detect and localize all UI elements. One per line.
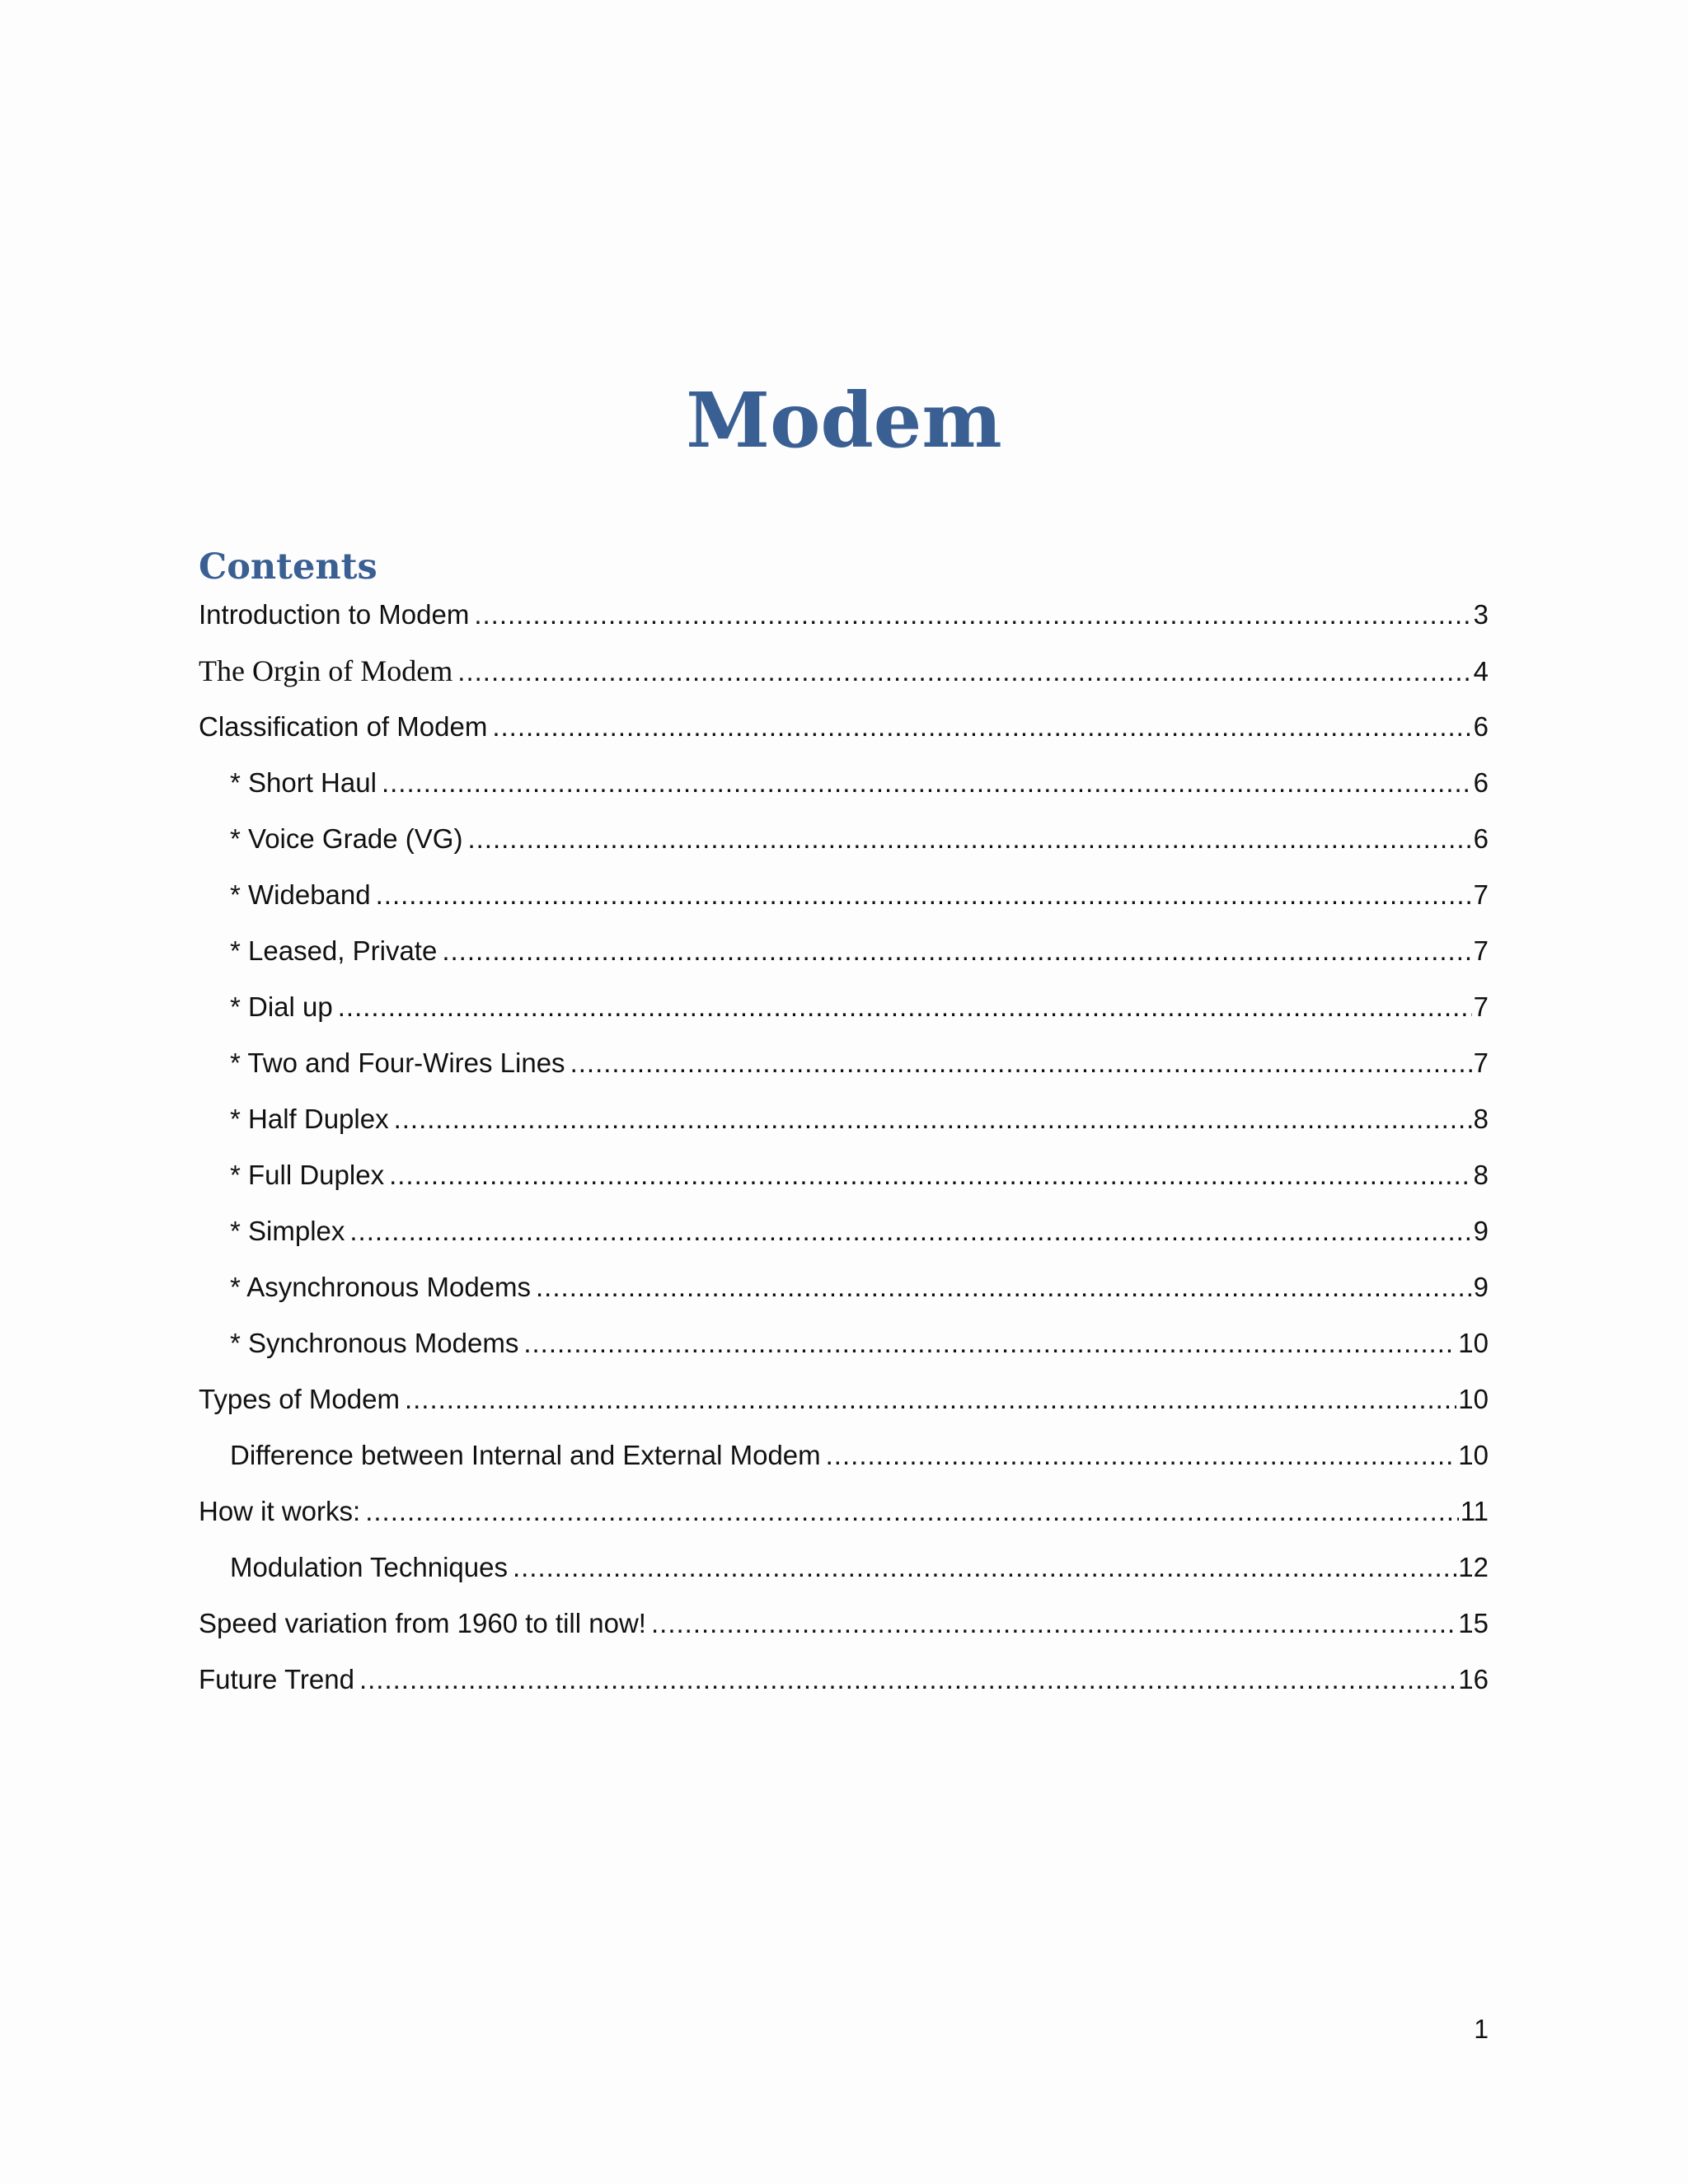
toc-dot-leader — [467, 820, 1471, 858]
toc-entry-label: * Short Haul — [230, 767, 377, 798]
toc-entry-page: 10 — [1458, 1328, 1489, 1358]
toc-entry-classification[interactable] — [199, 708, 1489, 746]
document-title: Modem — [686, 376, 1002, 465]
toc-entry-wideband[interactable] — [230, 876, 1489, 914]
toc-entry-simplex[interactable] — [230, 1212, 1489, 1250]
toc-entry-label: Types of Modem — [199, 1384, 400, 1414]
toc-entry-introduction[interactable] — [199, 596, 1489, 634]
toc-entry-label: * Full Duplex — [230, 1160, 385, 1190]
toc-entry-origin[interactable] — [199, 652, 1489, 690]
toc-dot-leader — [523, 1324, 1456, 1362]
toc-entry-types[interactable] — [199, 1380, 1489, 1418]
toc-entry-label: * Voice Grade (VG) — [230, 823, 463, 854]
toc-entry-page: 3 — [1473, 599, 1489, 630]
toc-entry-page: 11 — [1460, 1496, 1489, 1526]
toc-entry-how-it-works[interactable] — [199, 1493, 1489, 1530]
toc-dot-leader — [457, 653, 1471, 690]
toc-dot-leader — [349, 1212, 1471, 1250]
toc-entry-page: 8 — [1473, 1104, 1489, 1134]
toc-dot-leader — [474, 596, 1471, 634]
toc-entry-half-duplex[interactable] — [230, 1100, 1489, 1138]
toc-entry-voice-grade[interactable] — [230, 820, 1489, 858]
toc-entry-short-haul[interactable] — [230, 764, 1489, 802]
toc-entry-label: Future Trend — [199, 1664, 354, 1694]
toc-entry-label: Modulation Techniques — [230, 1552, 508, 1582]
toc-entry-label: Speed variation from 1960 to till now! — [199, 1608, 646, 1638]
toc-entry-speed-variation[interactable] — [199, 1605, 1489, 1643]
toc-entry-page: 8 — [1473, 1160, 1489, 1190]
toc-entry-page: 7 — [1473, 935, 1489, 966]
toc-entry-label: * Two and Four-Wires Lines — [230, 1047, 565, 1078]
toc-entry-modulation[interactable] — [230, 1549, 1489, 1586]
toc-entry-page: 16 — [1458, 1664, 1489, 1694]
toc-entry-label: Introduction to Modem — [199, 599, 470, 630]
toc-entry-full-duplex[interactable] — [230, 1156, 1489, 1194]
toc-entry-page: 6 — [1473, 823, 1489, 854]
toc-dot-leader — [405, 1380, 1456, 1418]
toc-dot-leader — [382, 764, 1472, 802]
contents-heading: Contents — [199, 546, 377, 588]
toc-entry-future-trend[interactable] — [199, 1661, 1489, 1699]
toc-entry-label: How it works: — [199, 1496, 361, 1526]
toc-entry-page: 10 — [1458, 1384, 1489, 1414]
toc-entry-page: 7 — [1473, 991, 1489, 1022]
toc-entry-label: Difference between Internal and External Modem — [230, 1440, 821, 1470]
toc-entry-label: * Asynchronous Modems — [230, 1272, 532, 1302]
toc-entry-page: 15 — [1458, 1608, 1489, 1638]
toc-dot-leader — [338, 988, 1472, 1026]
toc-dot-leader — [359, 1661, 1456, 1699]
toc-dot-leader — [389, 1156, 1472, 1194]
toc-dot-leader — [394, 1100, 1472, 1138]
toc-entry-label: * Synchronous Modems — [230, 1328, 519, 1358]
page-number: 1 — [1474, 2014, 1489, 2044]
toc-entry-page: 6 — [1473, 711, 1489, 742]
toc-entry-label: Classification of Modem — [199, 711, 488, 742]
toc-dot-leader — [826, 1436, 1457, 1474]
toc-entry-page: 10 — [1458, 1440, 1489, 1470]
toc-entry-label: * Wideband — [230, 879, 371, 910]
toc-dot-leader — [651, 1605, 1456, 1643]
toc-entry-two-four-wire[interactable] — [230, 1044, 1489, 1082]
toc-entry-label: * Simplex — [230, 1216, 345, 1246]
toc-dot-leader — [442, 932, 1471, 970]
toc-entry-page: 6 — [1473, 767, 1489, 798]
toc-entry-label: The Orgin of Modem — [199, 654, 453, 687]
toc-entry-page: 7 — [1473, 1047, 1489, 1078]
toc-entry-label: * Half Duplex — [230, 1104, 389, 1134]
toc-dot-leader — [536, 1268, 1472, 1306]
toc-dot-leader — [365, 1493, 1459, 1530]
toc-entry-label: * Leased, Private — [230, 935, 438, 966]
toc-dot-leader — [376, 876, 1472, 914]
toc-entry-asynchronous[interactable] — [230, 1268, 1489, 1306]
toc-dot-leader — [570, 1044, 1472, 1082]
toc-dot-leader — [513, 1549, 1456, 1586]
toc-entry-leased-private[interactable] — [230, 932, 1489, 970]
toc-entry-page: 7 — [1473, 879, 1489, 910]
toc-entry-label: * Dial up — [230, 991, 333, 1022]
toc-entry-page: 12 — [1458, 1552, 1489, 1582]
table-of-contents — [199, 0, 1489, 2184]
toc-entry-synchronous[interactable] — [230, 1324, 1489, 1362]
toc-entry-page: 9 — [1473, 1272, 1489, 1302]
toc-entry-page: 4 — [1473, 656, 1489, 687]
toc-entry-dial-up[interactable] — [230, 988, 1489, 1026]
toc-entry-internal-external[interactable] — [230, 1436, 1489, 1474]
toc-dot-leader — [492, 708, 1471, 746]
toc-entry-page: 9 — [1473, 1216, 1489, 1246]
